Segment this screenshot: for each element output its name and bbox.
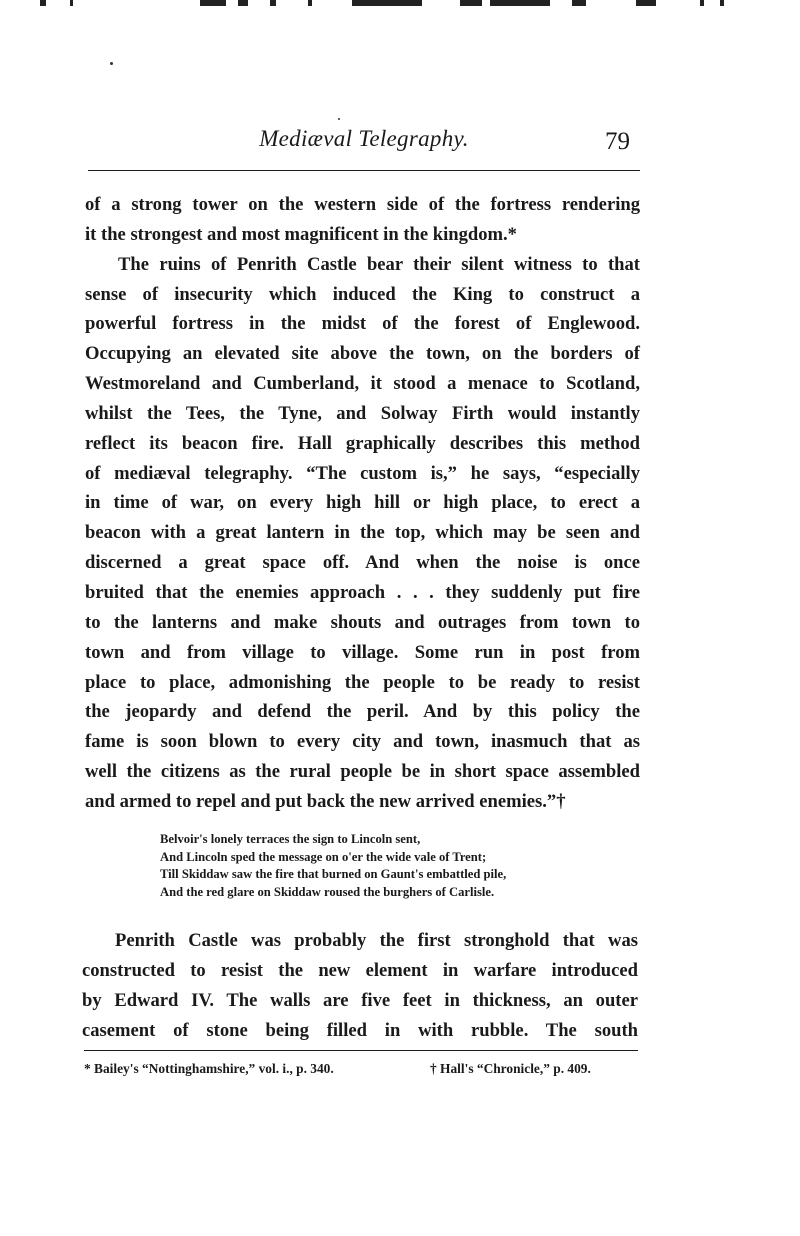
text-line: discerned a great space off. And when the noise is once: [85, 552, 640, 574]
text-line: the jeopardy and defend the peril. And by this policy the: [85, 701, 640, 723]
verse-line: Till Skiddaw saw the fire that burned on Gaunt's embattled pile,: [160, 867, 507, 881]
verse-line: And the red glare on Skiddaw roused the burghers of Carlisle.: [160, 884, 495, 899]
verse-quotation: [160, 831, 630, 901]
footnote-bailey: * Bailey's “Nottinghamshire,” vol. i., p. 340.: [84, 1061, 334, 1076]
running-head-title: Mediæval Telegraphy.: [259, 126, 469, 151]
text-line: Westmoreland and Cumberland, it stood a menace to Scotland,: [85, 373, 640, 395]
text-line: reflect its beacon fire. Hall graphically describes this method: [85, 432, 640, 454]
text-line: The ruins of Penrith Castle bear their silent witness to that: [118, 253, 640, 275]
page-number: 79: [605, 128, 630, 155]
text-line: of a strong tower on the western side of the fortress rendering: [85, 194, 640, 215]
text-line: powerful fortress in the midst of the forest of Englewood.: [85, 313, 640, 335]
text-line: of mediæval telegraphy. “The custom is,” he says, “especially: [85, 462, 640, 484]
text-line: sense of insecurity which induced the King to construct a: [85, 283, 640, 305]
main-text-continued: [82, 926, 638, 1045]
paper-speck: [110, 62, 113, 65]
paper-speck: [338, 118, 340, 120]
text-line: beacon with a great lantern in the top, which may be seen and: [85, 522, 640, 544]
text-line: by Edward IV. The walls are five feet in thickness, an outer: [82, 989, 638, 1011]
text-line: fame is soon blown to every city and town, inasmuch that as: [85, 731, 640, 753]
text-line: Penrith Castle was probably the first stronghold that was: [115, 930, 638, 951]
running-head: [88, 122, 640, 162]
text-line: place to place, admonishing the people to be ready to resist: [85, 671, 640, 693]
footnote-hall: † Hall's “Chronicle,” p. 409.: [430, 1061, 591, 1076]
text-line: constructed to resist the new element in warfare introduced: [82, 959, 638, 981]
text-line: and armed to repel and put back the new arrived enemies.”†: [85, 790, 566, 812]
footnotes: [84, 1058, 638, 1080]
footnote-rule: [84, 1050, 638, 1051]
scan-edge-marks: [0, 0, 800, 14]
text-line: Occupying an elevated site above the town, on the borders of: [85, 343, 640, 365]
text-line: casement of stone being filled in with rubble. The south: [82, 1019, 638, 1041]
text-line: in time of war, on every high hill or high place, to erect a: [85, 492, 640, 514]
text-line: town and from village to village. Some run in post from: [85, 641, 640, 663]
text-line: whilst the Tees, the Tyne, and Solway Firth would instantly: [85, 402, 640, 424]
text-line: well the citizens as the rural people be in short space assembled: [85, 761, 640, 783]
text-line: it the strongest and most magnificent in the kingdom.*: [85, 223, 517, 245]
verse-line: And Lincoln sped the message on o'er the wide vale of Trent;: [160, 849, 487, 864]
text-line: to the lanterns and make shouts and outrages from town to: [85, 611, 640, 633]
verse-line: Belvoir's lonely terraces the sign to Lincoln sent,: [160, 832, 421, 846]
text-line: bruited that the enemies approach . . . they suddenly put fire: [85, 581, 640, 603]
header-rule: [88, 170, 640, 171]
main-text: [85, 190, 640, 817]
